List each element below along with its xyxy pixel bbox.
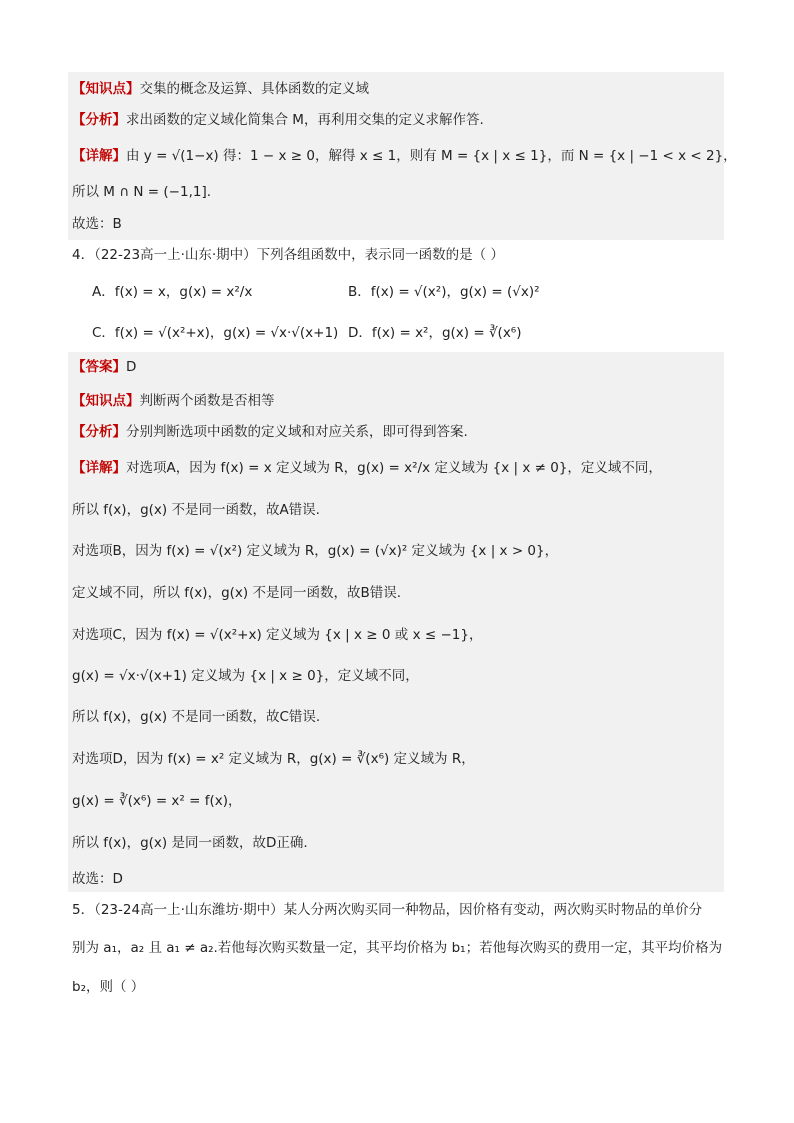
q5-stem-line2: 别为 a₁，a₂ 且 a₁ ≠ a₂.若他每次购买数量一定，其平均价格为 b₁；若他每次购买的费用一定，其平均价格为: [72, 940, 723, 956]
q4-option-b: B．f(x) = √(x²)，g(x) = (√x)²: [348, 284, 540, 300]
q4-answer: 【答案】D: [72, 359, 137, 375]
q3-knowledge-point: 【知识点】交集的概念及运算、具体函数的定义域: [72, 81, 369, 97]
q3-detail-line2: 所以 M ∩ N = (−1,1].: [72, 184, 212, 200]
q4-detail-line: 对选项C，因为 f(x) = √(x²+x) 定义域为 {x | x ≥ 0 或 x ≤ −1}，: [72, 627, 483, 643]
q4-detail: 【详解】对选项A，因为 f(x) = x 定义域为 R，g(x) = x²/x 定义域为 {x | x ≠ 0}，定义域不同，: [72, 460, 662, 476]
q4-detail-line: 所以 f(x)，g(x) 不是同一函数，故C错误.: [72, 709, 321, 725]
q4-detail-line: 定义域不同，所以 f(x)，g(x) 不是同一函数，故B错误.: [72, 585, 402, 601]
q4-detail-line: g(x) = √x·√(x+1) 定义域为 {x | x ≥ 0}，定义域不同，: [72, 668, 419, 684]
q4-detail-line: 对选项D，因为 f(x) = x² 定义域为 R，g(x) = ∛(x⁶) 定义域为 R，: [72, 751, 475, 767]
q4-option-c: C．f(x) = √(x²+x)，g(x) = √x·√(x+1): [92, 325, 339, 341]
q4-detail-line: 所以 f(x)，g(x) 不是同一函数，故A错误.: [72, 502, 320, 518]
q5-stem-line3: b₂，则（ ）: [72, 979, 145, 995]
q4-stem: 4．（22-23高一上·山东·期中）下列各组函数中，表示同一函数的是（ ）: [72, 247, 504, 263]
q4-knowledge-point: 【知识点】判断两个函数是否相等: [72, 393, 275, 409]
q3-analysis: 【分析】求出函数的定义域化简集合 M，再利用交集的定义求解作答.: [72, 112, 484, 128]
q4-analysis: 【分析】分别判断选项中函数的定义域和对应关系，即可得到答案.: [72, 424, 468, 440]
q3-detail: 【详解】由 y = √(1−x) 得：1 − x ≥ 0，解得 x ≤ 1，则有 M = {x | x ≤ 1}，而 N = {x | −1 < x < 2}，: [72, 148, 737, 164]
q5-stem-line1: 5．（23-24高一上·山东潍坊·期中）某人分两次购买同一种物品，因价格有变动，两次购买时物品的单价分: [72, 902, 703, 918]
q4-option-d: D．f(x) = x²，g(x) = ∛(x⁶): [348, 325, 522, 341]
q4-detail-line: g(x) = ∛(x⁶) = x² = f(x)，: [72, 793, 242, 809]
q3-answer-choice: 故选：B: [72, 216, 122, 232]
q4-detail-line: 对选项B，因为 f(x) = √(x²) 定义域为 R，g(x) = (√x)² 定义域为 {x | x > 0}，: [72, 543, 559, 559]
q4-detail-line: 所以 f(x)，g(x) 是同一函数，故D正确.: [72, 835, 308, 851]
q4-option-a: A．f(x) = x，g(x) = x²/x: [92, 284, 253, 300]
q4-answer-choice: 故选：D: [72, 871, 123, 887]
